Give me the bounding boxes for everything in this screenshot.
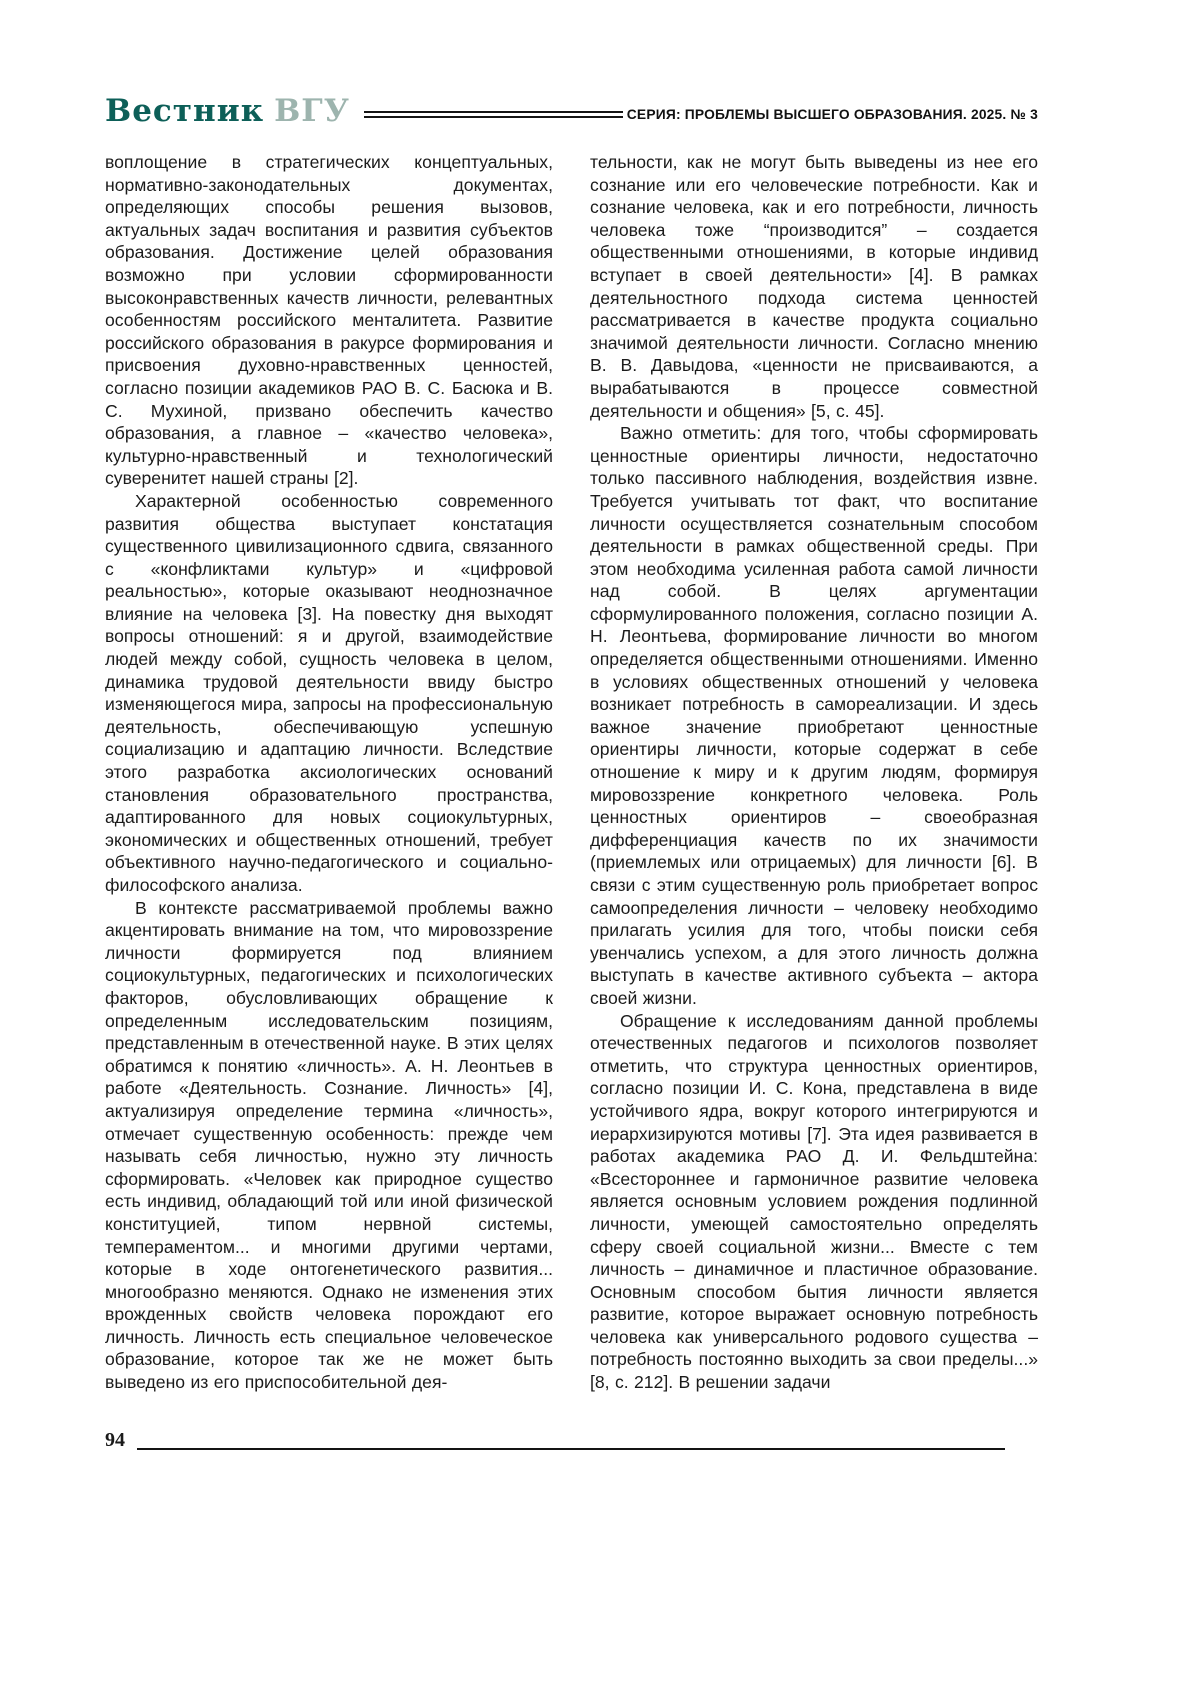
paragraph: тельности, как не могут быть выведены из нее его сознание или его человеческие потребности. Как и сознание человека, как и его потребности, личность человека тоже “производится” – создается общественными отношениями, в которые индивид вступает в своей деятельности» [4]. В рамках деятельностного подхода система ценностей рассматривается в качестве продукта социально значимой деятельности личности. Согласно мнению В. В. Давыдова, «ценности не присваиваются, а вырабатываются в процессе совместной деятельности и общения» [5, с. 45]. bbox=[590, 152, 1038, 421]
journal-logo bbox=[105, 93, 350, 129]
footer-rule bbox=[137, 1447, 1005, 1450]
journal-logo-vestnik: Вестник bbox=[105, 93, 265, 129]
paragraph: Обращение к исследованиям данной проблемы отечественных педагогов и психологов позволяет отметить, что структура ценностных ориентиров, согласно позиции И. С. Кона, представлена в виде устойчивого ядра, вокруг которого интегрируются и иерархизируются мотивы [7]. Эта идея развивается в работах академика РАО Д. И. Фельдштейна: «Всестороннее и гармоничное развитие человека является основным условием рождения подлинной личности, умеющей самостоятельно определять сферу своей социальной жизни... Вместе с тем личность – динамичное и пластичное образование. Основным способом бытия личности является развитие, которое выражает основную потребность человека как универсального родового существа – потребность постоянно выходить за свои пределы...» [8, с. 212]. В решении задачи bbox=[590, 1010, 1038, 1393]
series-title: СЕРИЯ: ПРОБЛЕМЫ ВЫСШЕГО ОБРАЗОВАНИЯ. 2025. № 3 bbox=[626, 106, 1038, 122]
page-number: 94 bbox=[105, 1429, 125, 1451]
paragraph: Характерной особенностью современного развития общества выступает констатация существенного цивилизационного сдвига, связанного с «конфликтами культур» и «цифровой реальностью», которые оказывают неоднозначное влияние на человека [3]. На повестку дня выходят вопросы отношений: я и другой, взаимодействие людей между собой, сущность человека в целом, динамика трудовой деятельности ввиду быстро изменяющегося мира, запросы на профессиональную деятельность, обеспечивающую успешную социализацию и адаптацию личности. Вследствие этого разработка аксиологических оснований становления образовательного пространства, адаптированного для новых социокультурных, экономических и общественных отношений, требует объективного научно-педагогического и социально-философского анализа. bbox=[105, 490, 553, 895]
right-column bbox=[590, 151, 1038, 1394]
header-double-rule bbox=[364, 111, 623, 118]
paragraph: Важно отметить: для того, чтобы сформировать ценностные ориентиры личности, недостаточно только пассивного наблюдения, воздействия извне. Требуется учитывать тот факт, что воспитание личности осуществляется сознательным способом деятельности в рамках общественной среды. При этом необходима усиленная работа самой личности над собой. В целях аргументации сформулированного положения, согласно позиции А. Н. Леонтьева, формирование личности во многом определяется общественными отношениями. Именно в условиях общественных отношений у человека возникает потребность в самореализации. И здесь важное значение приобретают ценностные ориентиры личности, которые содержат в себе отношение к миру и к другим людям, формируя мировоззрение конкретного человека. Роль ценностных ориентиров – своеобразная дифференциация качеств по их значимости (приемлемых или отрицаемых) для личности [6]. В связи с этим существенную роль приобретает вопрос самоопределения личности – человеку необходимо прилагать усилия для того, чтобы поиски себя увенчались успехом, а для этого личность должна выступать в качестве активного субъекта – актора своей жизни. bbox=[590, 423, 1038, 1008]
left-column bbox=[105, 151, 553, 1394]
page-footer bbox=[105, 1430, 1005, 1452]
article-body bbox=[105, 151, 1038, 1394]
page-header bbox=[105, 93, 1038, 129]
journal-logo-vgu: ВГУ bbox=[274, 93, 350, 129]
paragraph: В контексте рассматриваемой проблемы важно акцентировать внимание на том, что мировоззрение личности формируется под влиянием социокультурных, педагогических и психологических факторов, обусловливающих обращение к определенным исследовательским позициям, представленным в отечественной науке. В этих целях обратимся к понятию «личность». А. Н. Леонтьев в работе «Деятельность. Сознание. Личность» [4], актуализируя определение термина «личность», отмечает существенную особенность: прежде чем называть себя личностью, нужно эту личность сформировать. «Человек как природное существо есть индивид, обладающий той или иной физической конституцией, типом нервной системы, темпераментом... и многими другими чертами, которые в ходе онтогенетического развития... многообразно меняются. Однако не изменения этих врожденных свойств человека порождают его личность. Личность есть специальное человеческое образование, которое так же не может быть выведено из его приспособительной дея- bbox=[105, 897, 553, 1393]
paragraph: воплощение в стратегических концептуальных, нормативно-законодательных документах, определяющих способы решения вызовов, актуальных задач воспитания и развития субъектов образования. Достижение целей образования возможно при условии сформированности высоконравственных качеств личности, релевантных особенностям российского менталитета. Развитие российского образования в ракурсе формирования и присвоения духовно-нравственных ценностей, согласно позиции академиков РАО В. С. Басюка и В. С. Мухиной, призвано обеспечить качество образования, а главное – «качество человека», культурно-нравственный и технологический суверенитет нашей страны [2]. bbox=[105, 152, 553, 489]
